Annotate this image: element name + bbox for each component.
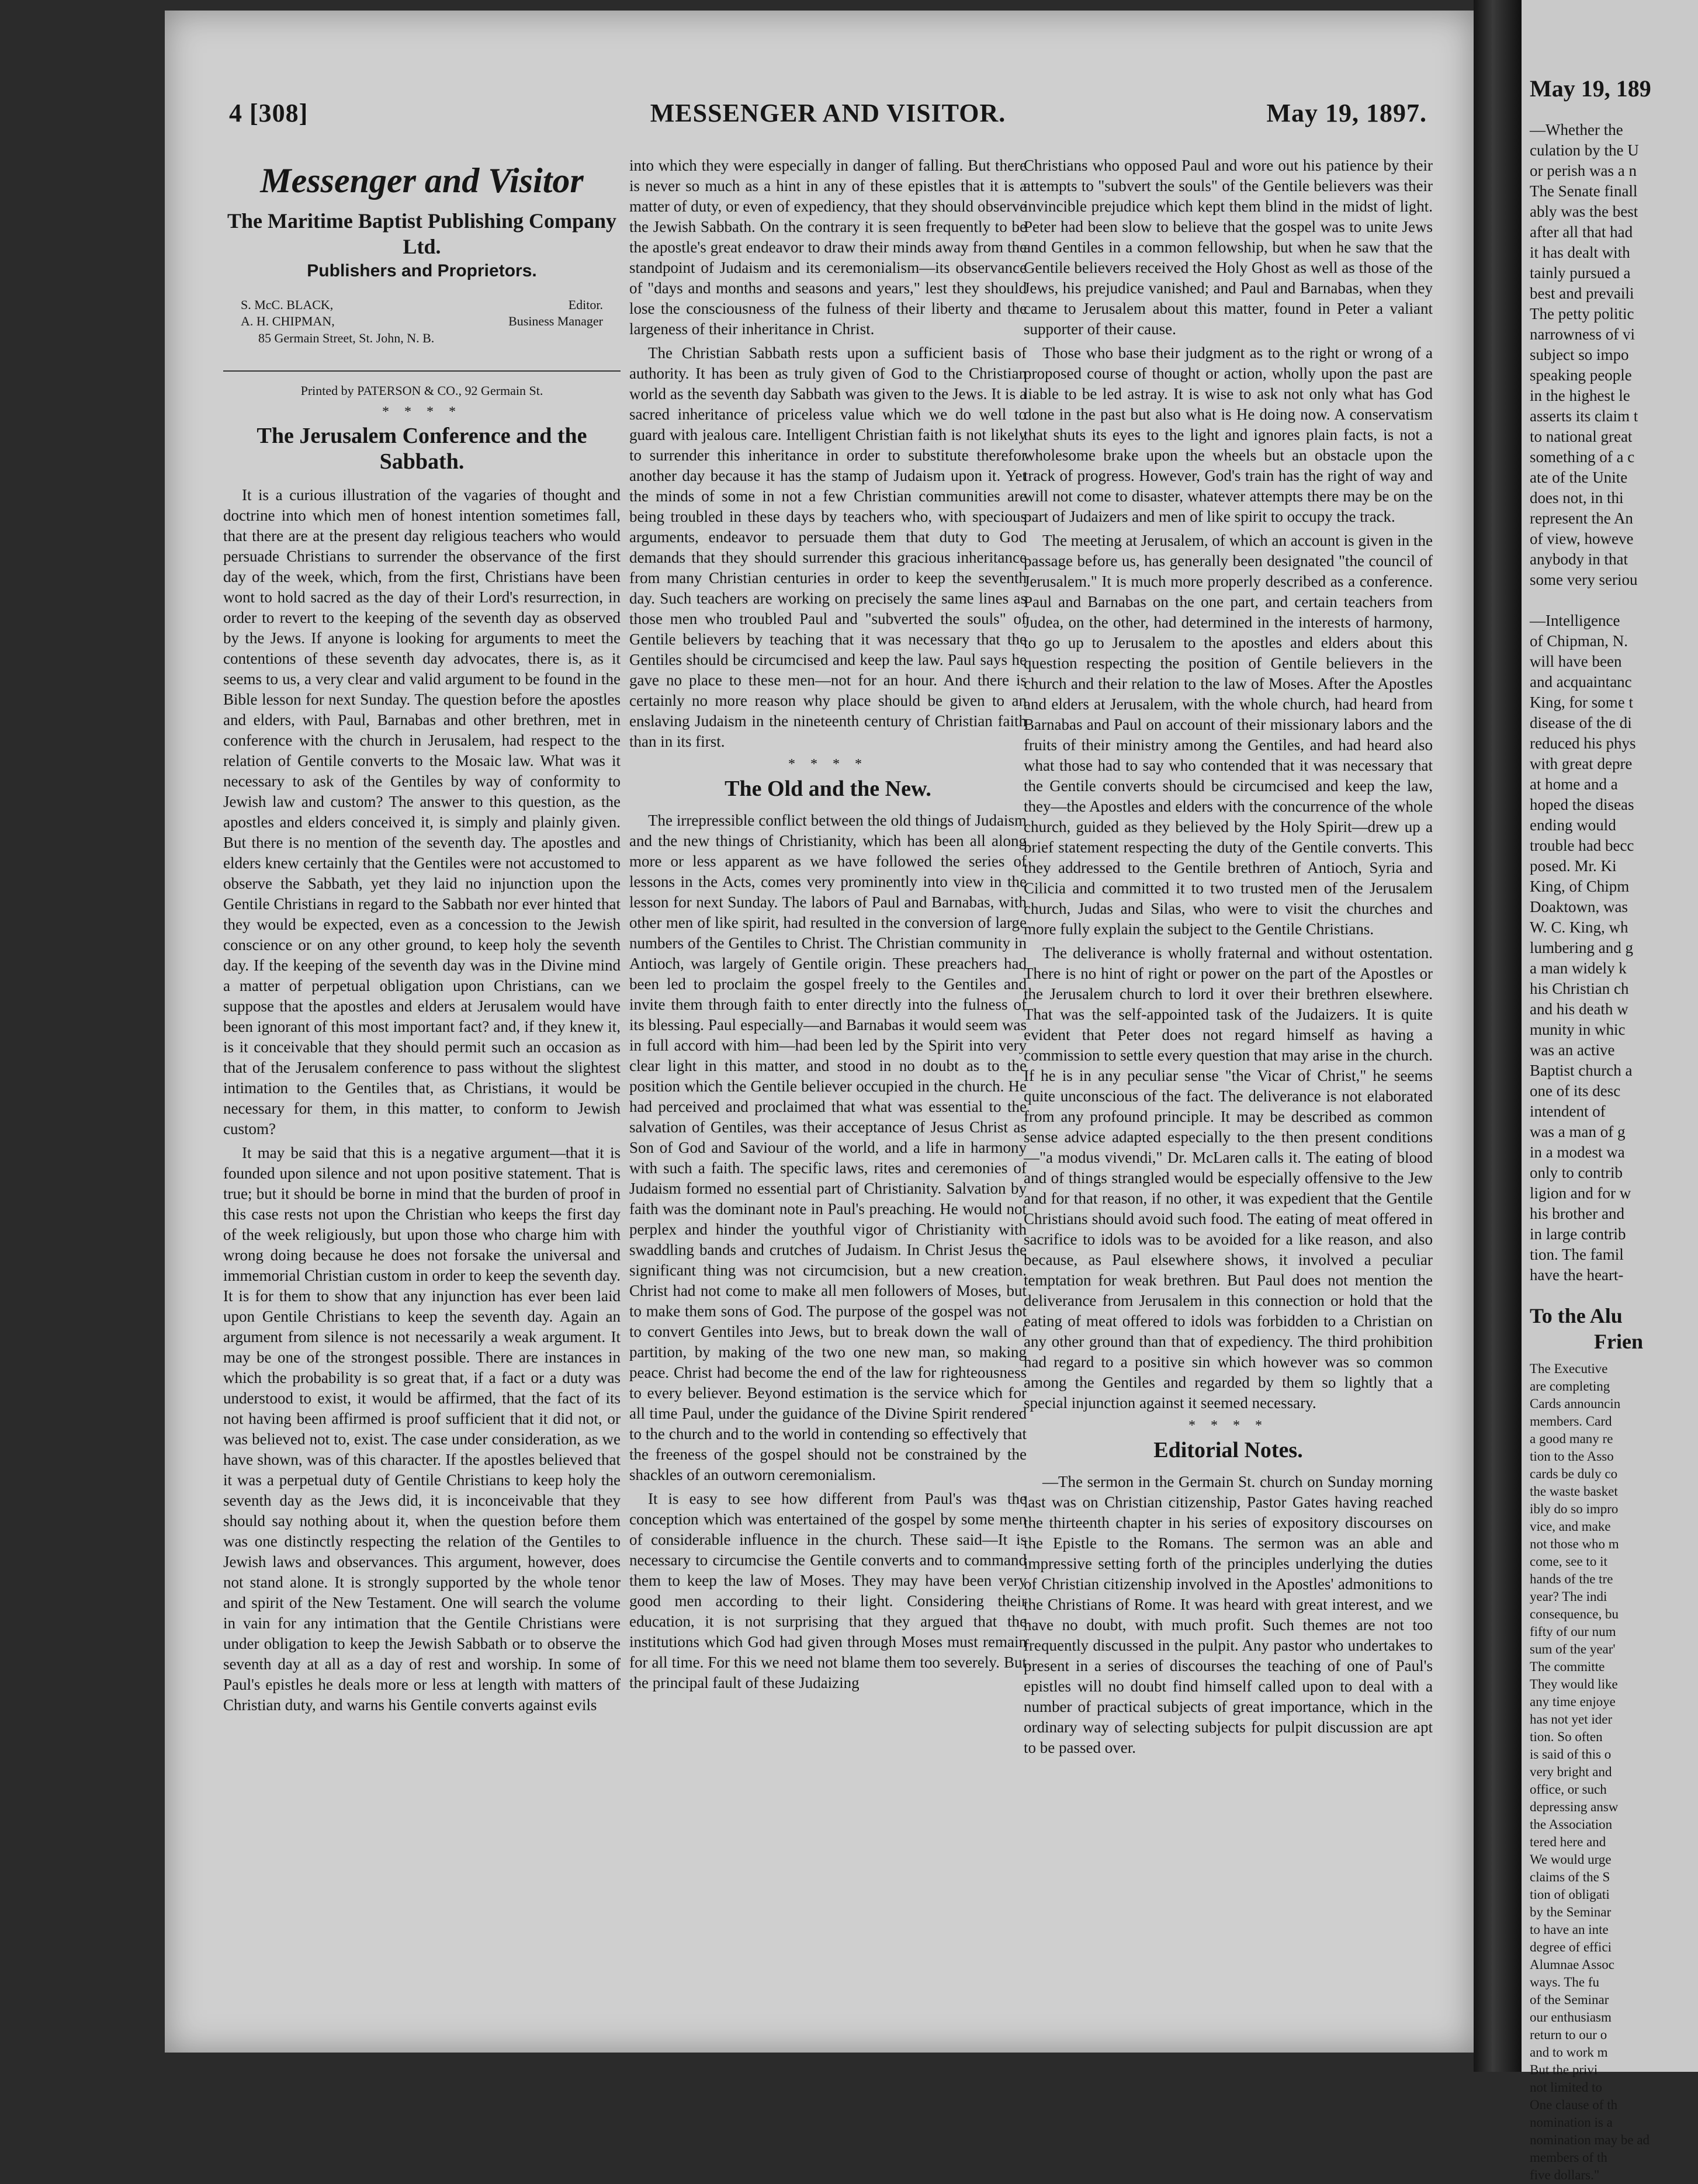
heading-line: To the Alu <box>1530 1304 1623 1327</box>
staff-row-manager <box>223 313 621 330</box>
facing-page-line: in large contrib <box>1530 1225 1626 1243</box>
facing-page-line: is said of this o <box>1530 1747 1612 1762</box>
facing-page-heading <box>1530 1303 1697 1354</box>
facing-page-line: are completing <box>1530 1379 1610 1393</box>
facing-page-line: nomination is a <box>1530 2115 1613 2130</box>
facing-page-line: very bright and <box>1530 1764 1612 1779</box>
facing-page-line: degree of effici <box>1530 1940 1612 1954</box>
masthead-company: The Maritime Baptist Publishing Company Ltd. <box>227 209 617 258</box>
facing-page-line: asserts its claim t <box>1530 407 1638 425</box>
facing-page-line: The Senate finall <box>1530 182 1638 200</box>
facing-page-line: was an active <box>1530 1041 1615 1059</box>
facing-page-line: speaking people <box>1530 366 1632 384</box>
facing-page-line: The Executive <box>1530 1361 1608 1376</box>
facing-page-line: tainly pursued a <box>1530 264 1631 282</box>
facing-page-line: King, for some t <box>1530 694 1633 711</box>
article-paragraph: Those who base their judgment as to the right or wrong of a proposed course of thought or action, wholly upon the past are liable to be led astray. It is wise to ask not only what has God done in the past but also what is He doing now. A conservatism that shuts its eyes to the light and ignores plain facts, is not a wholesome brake upon the wheels but an obstacle upon the track of progress. However, God's train has the right of way and will not come to disaster, whatever attempts there may be on the part of Judaizers and men of like spirit to occupy the track. <box>1024 344 1433 525</box>
facing-page-line: They would like <box>1530 1677 1618 1691</box>
facing-page-line: The committe <box>1530 1659 1605 1674</box>
facing-page-line: tion. The famil <box>1530 1246 1624 1263</box>
facing-page-line: one of its desc <box>1530 1082 1621 1100</box>
facing-page-line: come, see to it <box>1530 1554 1607 1569</box>
facing-page-date: May 19, 189 <box>1530 75 1651 102</box>
facing-page-line: —Intelligence <box>1530 612 1620 629</box>
facing-page-line: hands of the tre <box>1530 1572 1613 1586</box>
article-paragraph: —The sermon in the Germain St. church on Sunday morning last was on Christian citizenship, Pastor Gates having reached the thirteenth chapter in his series of expository discourses on the Epistle to the Romans. The sermon was an able and impressive setting forth of the principles underlying the duties of Christian citizenship involved in the Apostles' admonitions to the Christians of Rome. It was heard with great interest, and we have no doubt, with much profit. Such themes are not too frequently discussed in the pulpit. Any pastor who undertakes to present in a series of discourses the teaching of one of Paul's epistles will no doubt find himself called upon to deal with a number of practical subjects of great importance, which in the ordinary way of selecting subjects for pulpit discussion are apt to be passed over. <box>1024 1473 1433 1756</box>
facing-page-line: reduced his phys <box>1530 734 1636 752</box>
facing-page-line: culation by the U <box>1530 141 1639 159</box>
article-paragraph: It is a curious illustration of the vagaries of thought and doctrine into which men of honest intention sometimes fall, that there are at the present day religious teachers who would persuade Christians to surrender the observance of the first day of the week, which, from the first, Christians have been wont to hold sacred as the day of their Lord's resurrection, in order to revert to the keeping of the seventh day as observed by the Jews. If anyone is looking for arguments to meet the contentions of these seventh day advocates, there is, as it seems to us, a very clear and valid argument to be found in the Bible lesson for next Sunday. The question before the apostles and elders, with Paul, Barnabas and other brethren, met in conference with the church in Jerusalem, had respect to the relation of Gentile converts to the Mosaic law. What was it necessary to ask of the Gentiles by way of conformity to Jewish law and custom? The answer to this question, as the apostles and elders conceived it, is simply and plainly given. But there is no mention of the seventh day. The apostles and elders knew certainly that the Gentiles were not accustomed to observe the Sabbath, yet they laid no injunction upon the Gentile Christians in regard to the Sabbath nor ever hinted that they would be expected, even as a concession to the Jewish conscience or on any other ground, to keep holy the seventh day. If the keeping of the seventh day was in the Divine mind a matter of perpetual obligation upon Christians, can we suppose that the apostles and elders at Jerusalem would have been ignorant of this most important fact? and, if they knew it, is it conceivable that they should permit such an occasion as that of the Jerusalem conference to pass without the slightest intimation to the Gentiles that, as Christians, it would be necessary for them, in this matter, to conform to Jewish custom? <box>223 486 621 1138</box>
facing-page-line: We would urge <box>1530 1852 1612 1867</box>
facing-page-line: to national great <box>1530 428 1633 445</box>
facing-page-line: tion to the Asso <box>1530 1449 1614 1464</box>
facing-page-line: —Whether the <box>1530 121 1623 138</box>
facing-page-line: in the highest le <box>1530 387 1630 404</box>
facing-page-line: something of a c <box>1530 448 1635 466</box>
facing-page-line: posed. Mr. Ki <box>1530 857 1617 875</box>
facing-page-line: members of th <box>1530 2150 1607 2165</box>
facing-page-line: will have been <box>1530 653 1622 670</box>
facing-page-line: Baptist church a <box>1530 1062 1633 1079</box>
facing-page-line: and his death w <box>1530 1000 1628 1018</box>
column-3 <box>1024 155 1433 1977</box>
facing-page-line: intendent of <box>1530 1103 1606 1120</box>
facing-page-line: narrowness of vi <box>1530 325 1635 343</box>
facing-page-line: a man widely k <box>1530 959 1627 977</box>
column-1 <box>223 155 621 1977</box>
facing-page-line: return to our o <box>1530 2027 1607 2042</box>
facing-page-line: and to work m <box>1530 2045 1608 2060</box>
newspaper-name: MESSENGER AND VISITOR. <box>650 99 1006 127</box>
facing-page-line: King, of Chipm <box>1530 878 1630 895</box>
facing-page-text <box>1530 120 1697 2184</box>
article-paragraph: It is easy to see how different from Paul's was the conception which was entertained of the gospel by some men of considerable influence in the church. These said—It is necessary to circumcise the Gentile converts and to command them to keep the law of Moses. They may have been very good men according to their light. Considering their education, it is not surprising that they argued that the institutions which God had given through Moses must remain for all time. For this we need not blame them too severely. But the principal fault of these Judaizing <box>629 1490 1027 1691</box>
facing-page-line: consequence, bu <box>1530 1607 1619 1621</box>
facing-page <box>1522 0 1698 2182</box>
facing-page-line: tered here and <box>1530 1835 1606 1849</box>
printer-line: Printed by PATERSON & CO., 92 Germain St. <box>223 370 621 400</box>
issue-date: May 19, 1897. <box>1266 99 1427 127</box>
facing-page-line: nomination may be ad <box>1530 2133 1650 2147</box>
staff-name: S. McC. BLACK, <box>241 297 334 312</box>
facing-page-line: vice, and make <box>1530 1519 1611 1534</box>
facing-page-line: some very seriou <box>1530 571 1638 588</box>
article-title: Editorial Notes. <box>1153 1438 1303 1462</box>
page-header <box>229 98 1427 139</box>
facing-page-line: ways. The fu <box>1530 1975 1600 1989</box>
staff-row-editor <box>223 297 621 313</box>
book-spine <box>1474 0 1522 2072</box>
facing-page-line: ate of the Unite <box>1530 469 1628 486</box>
facing-page-line: any time enjoye <box>1530 1694 1616 1709</box>
facing-page-line: not those who m <box>1530 1537 1619 1551</box>
facing-page-line: best and prevaili <box>1530 285 1634 302</box>
facing-page-line: only to contrib <box>1530 1164 1623 1181</box>
facing-page-line: But the privi <box>1530 2062 1598 2077</box>
masthead-publishers: Publishers and Proprietors. <box>307 261 537 280</box>
facing-page-line: disease of the di <box>1530 714 1632 732</box>
facing-page-line: depressing answ <box>1530 1800 1619 1814</box>
facing-page-line: claims of the S <box>1530 1870 1610 1884</box>
article-paragraph: It may be said that this is a negative argument—that it is founded upon silence and not upon positive statement. That is true; but it should be borne in mind that the burden of proof in this case rests not upon the Christian who keeps the first day of the week religiously, but upon those who charge him with wrong doing because he does not forsake the universal and immemorial Christian custom in order to keep the seventh day. It is for them to show that any injunction has ever been laid upon Gentile Christians to keep the seventh day. Again an argument from silence is not necessarily a weak argument. It may be one of the strongest possible. There are instances in which the probability is so great that, if a fact or a duty was understood to exist, it would be affirmed, that the fact of its not having been affirmed is proof sufficient that it did not, or was believed not to, exist. The case under consideration, as we have shown, was of this character. If the apostles believed that it was a perpetual duty of Gentile Christians to keep holy the seventh day as the Jews did, it is inconceivable that they should say nothing about it, when the question before them was one distinctly respecting the relation of the Gentiles to Jewish laws and observances. This argument, however, does not stand alone. It is strongly supported by the whole tenor and spirit of the New Testament. One will search the volume in vain for any intimation that the Gentile Christians were under obligation to keep the Jewish Sabbath or to observe the seventh day at all as a day of rest and worship. In some of Paul's epistles he deals more or less at length with matters of Christian duty, and warns his Gentile converts against evils <box>223 1144 621 1714</box>
facing-page-line: The petty politic <box>1530 305 1634 323</box>
facing-page-line: of Chipman, N. <box>1530 632 1628 650</box>
facing-page-line: by the Seminar <box>1530 1905 1612 1919</box>
facing-page-line: Alumnae Assoc <box>1530 1957 1615 1972</box>
facing-page-line: not limited to <box>1530 2080 1602 2095</box>
facing-page-line: office, or such <box>1530 1782 1607 1797</box>
facing-page-line: our enthusiasm <box>1530 2010 1612 2024</box>
column-2 <box>629 155 1027 1977</box>
facing-page-line: W. C. King, wh <box>1530 918 1628 936</box>
page-number: 4 [308] <box>229 99 309 127</box>
facing-page-lines-bottom <box>1530 1360 1697 2184</box>
article-title: The Jerusalem Conference and the Sabbath. <box>257 424 587 474</box>
facing-page-line: have the heart- <box>1530 1266 1624 1284</box>
facing-page-line: ending would <box>1530 816 1616 834</box>
facing-page-line: has not yet ider <box>1530 1712 1613 1727</box>
article-paragraph: into which they were especially in danger of falling. But there is never so much as a hint in any of these epistles that it is a matter of duty, or even of expediency, that they should observe the Jewish Sabbath. On the contrary it is seen frequently to be the apostle's great endeavor to draw their minds away from the standpoint of Judaism and its ceremonialism—its observance of "days and months and seasons and years," lest they should lose the consciousness of the fulness of their liberty and the largeness of their inheritance in Christ. <box>629 157 1027 338</box>
facing-page-line: the Association <box>1530 1817 1613 1832</box>
facing-page-line: at home and a <box>1530 775 1618 793</box>
facing-page-line: fifty of our num <box>1530 1624 1616 1639</box>
article-paragraph: Christians who opposed Paul and wore out his patience by their attempts to "subvert the souls" of the Gentile believers was their invincible prejudice which kept them blind in the midst of light. Peter had been slow to believe that the gospel was to unite Jews and Gentiles in a common fellowship, but when he saw that the Gentile believers received the Holy Ghost as well as those of the Jews, his prejudice vanished; and Paul and Barnabas, when they came to Jerusalem about this matter, found in Peter a valiant supporter of their cause. <box>1024 157 1433 338</box>
separator-stars: * * * * <box>382 404 462 420</box>
facing-page-line: lumbering and g <box>1530 939 1633 956</box>
facing-page-line: Cards announcin <box>1530 1396 1621 1411</box>
article-paragraph: The meeting at Jerusalem, of which an account is given in the passage before us, has generally been designated "the council of Jerusalem." It is much more properly described as a conference. Paul and Barnabas on the one part, and certain teachers from Judea, on the other, had determined in the interests of harmony, to go up to Jerusalem to the apostles and elders about this question respecting the position of Gentile believers in the church and their relation to the law of Moses. After the Apostles and elders at Jerusalem, with the whole church, had heard from Barnabas and Paul on account of their missionary labors and the fruits of their ministry among the Gentiles, and had heard also what those had to say who contended that it was necessary that the Gentile converts should be circumcised and keep the law, they—the Apostles and elders with the concurrence of the whole church, guided as they believed by the Holy Spirit—drew up a brief statement respecting the duty of the Gentile converts. This they addressed to the Gentile brethren of Antioch, Syria and Cilicia and committed it to two trusted men of the Jerusalem church, Judas and Silas, who were to visit the churches and more fully explain the subject to the Gentile Christians. <box>1024 532 1433 938</box>
separator-stars: * * * * <box>1188 1418 1268 1433</box>
article-paragraph: The deliverance is wholly fraternal and without ostentation. There is no hint of right or power on the part of the Apostles or the Jerusalem church to lord it over their brethren elsewhere. That was the self-appointed task of the Judaizers. It is quite evident that Peter does not regard himself as having a commission to settle every question that may arise in the church. If he is in any peculiar sense "the Vicar of Christ," he seems quite unconscious of the fact. The deliverance is not elaborated from any profound principle. It may be described as common sense advice adapted especially to the then present conditions—"a modus vivendi," Dr. McLaren calls it. The eating of blood and of things strangled would be especially offensive to the Jew and for that reason, if no other, it was expedient that the Gentile Christians should avoid such food. The eating of meat offered in sacrifice to idols was to be avoided for a like reason, and also because, as Paul elsewhere shows, it involved a peculiar temptation for weak brethren. But Paul does not mention the deliverance from Jerusalem in this connection or hold that the eating of meat offered to idols was forbidden to a Christian on any other ground than that of expediency. The third prohibition had regard to a positive sin which however was so common among the Gentiles and regarded by them so lightly that a special injunction against it seemed necessary. <box>1024 944 1433 1412</box>
masthead-title: Messenger and Visitor <box>260 161 584 200</box>
masthead-address: 85 Germain Street, St. John, N. B. <box>258 331 435 345</box>
facing-page-line: subject so impo <box>1530 346 1629 363</box>
facing-page-line: represent the An <box>1530 509 1633 527</box>
heading-line: Frien <box>1594 1330 1643 1353</box>
facing-page-line: with great depre <box>1530 755 1633 772</box>
facing-page-line: in a modest wa <box>1530 1143 1625 1161</box>
facing-page-line: was a man of g <box>1530 1123 1626 1140</box>
facing-page-line: or perish was a n <box>1530 162 1637 179</box>
facing-page-line: his Christian ch <box>1530 980 1629 997</box>
facing-page-line: trouble had becc <box>1530 837 1634 854</box>
facing-page-line: the waste basket <box>1530 1484 1618 1499</box>
facing-page-line: hoped the diseas <box>1530 796 1634 813</box>
newspaper-page <box>165 11 1474 2053</box>
facing-page-line: year? The indi <box>1530 1589 1607 1604</box>
facing-page-line: to have an inte <box>1530 1922 1609 1937</box>
facing-page-line: five dollars." <box>1530 2168 1600 2182</box>
facing-page-line: and acquaintanc <box>1530 673 1632 691</box>
facing-page-line: tion of obligati <box>1530 1887 1610 1902</box>
facing-page-line: his brother and <box>1530 1205 1624 1222</box>
facing-page-line: Doaktown, was <box>1530 898 1628 916</box>
facing-page-line: sum of the year' <box>1530 1642 1616 1656</box>
facing-page-line: munity in whic <box>1530 1021 1626 1038</box>
facing-page-lines-top <box>1530 120 1697 1285</box>
facing-page-line: One clause of th <box>1530 2098 1618 2112</box>
staff-role: Editor. <box>568 297 603 312</box>
facing-page-line: it has dealt with <box>1530 244 1630 261</box>
facing-page-line: does not, in thi <box>1530 489 1624 507</box>
facing-page-line: of view, howeve <box>1530 530 1634 547</box>
staff-name: A. H. CHIPMAN, <box>241 314 335 328</box>
staff-role: Business Manager <box>508 314 603 328</box>
article-paragraph: The irrepressible conflict between the old things of Judaism and the new things of Christianity, which has been all along more or less apparent as we have followed the series of lessons in the Acts, comes very prominently into view in the lesson for next Sunday. The labors of Paul and Barnabas, with other men of like spirit, had resulted in the conversion of large numbers of the Gentiles to Christ. The Christian community in Antioch, was largely of Gentile origin. These preachers had been led to proclaim the gospel freely to the Gentiles and invite them through faith to enter directly into the fulness of its blessing. Paul especially—and Barnabas it would seem was in full accord with him—had been led by the Spirit into very clear light in this matter, and stood in no doubt as to the position which the Gentile believer occupied in the church. He had perceived and proclaimed that what was essential to the salvation of Gentiles, was their acceptance of Jesus Christ as Son of God and Saviour of the world, and a life in harmony with such a faith. The specific laws, rites and ceremonies of Judaism formed no essential part of Christianity. Salvation by faith was the dominant note in Paul's preaching. He would not perplex and hinder the youthful vigor of Christianity with swaddling bands and crutches of Judaism. In Christ Jesus the significant thing was not circumcision, but a new creation. Christ had not come to make all men followers of Moses, but to make them sons of God. The purpose of the gospel was not to convert Gentiles into Jews, but to break down the wall of partition, by making of the two one new man, so making peace. Christ had become the end of the law for righteousness to every believer. Beyond estimation is the service which for all time Paul, under the guidance of the Divine Spirit rendered to the church and to the world in contending so effectively that the freeness of the gospel should not be constrained by the shackles of an outworn ceremonialism. <box>629 812 1027 1483</box>
facing-page-line: ably was the best <box>1530 203 1638 220</box>
facing-page-line: cards be duly co <box>1530 1467 1618 1481</box>
facing-page-line: tion. So often <box>1530 1729 1603 1744</box>
article-title: The Old and the New. <box>725 776 931 801</box>
facing-page-line: members. Card <box>1530 1414 1612 1429</box>
facing-page-line: anybody in that <box>1530 550 1628 568</box>
article-paragraph: The Christian Sabbath rests upon a sufficient basis of authority. It has been as truly given of God to the Christian world as the seventh day Sabbath was given to the Jews. It is a sacred inheritance of priceless value which we do well to guard with jealous care. Intelligent Christian faith is not likely to surrender this inheritance in order to substitute therefor another day because it has the stamp of Judaism upon it. Yet the minds of some in not a few Christian communities are being troubled in these days by teachers who, with specious arguments, endeavor to persuade them that duty to God demands that they should surrender this gracious inheritance from many Christian centuries in order to keep the seventh day. Such teachers are working on precisely the same lines as those men who troubled Paul and "subverted the souls" of Gentile believers by teaching that it was necessary that the Gentiles should be circumcised and keep the law. Paul says he gave no place to these men—not for an hour. And there is certainly no more reason why place should be given to an enslaving Judaism in the nineteenth century of Christian faith than in its first. <box>629 344 1027 750</box>
facing-page-line: a good many re <box>1530 1431 1613 1446</box>
facing-page-line: ibly do so impro <box>1530 1502 1619 1516</box>
facing-page-line: after all that had <box>1530 223 1633 241</box>
facing-page-line <box>1530 590 1697 611</box>
separator-stars: * * * * <box>788 757 868 772</box>
facing-page-line: of the Seminar <box>1530 1992 1609 2007</box>
facing-page-line: ligion and for w <box>1530 1184 1631 1202</box>
